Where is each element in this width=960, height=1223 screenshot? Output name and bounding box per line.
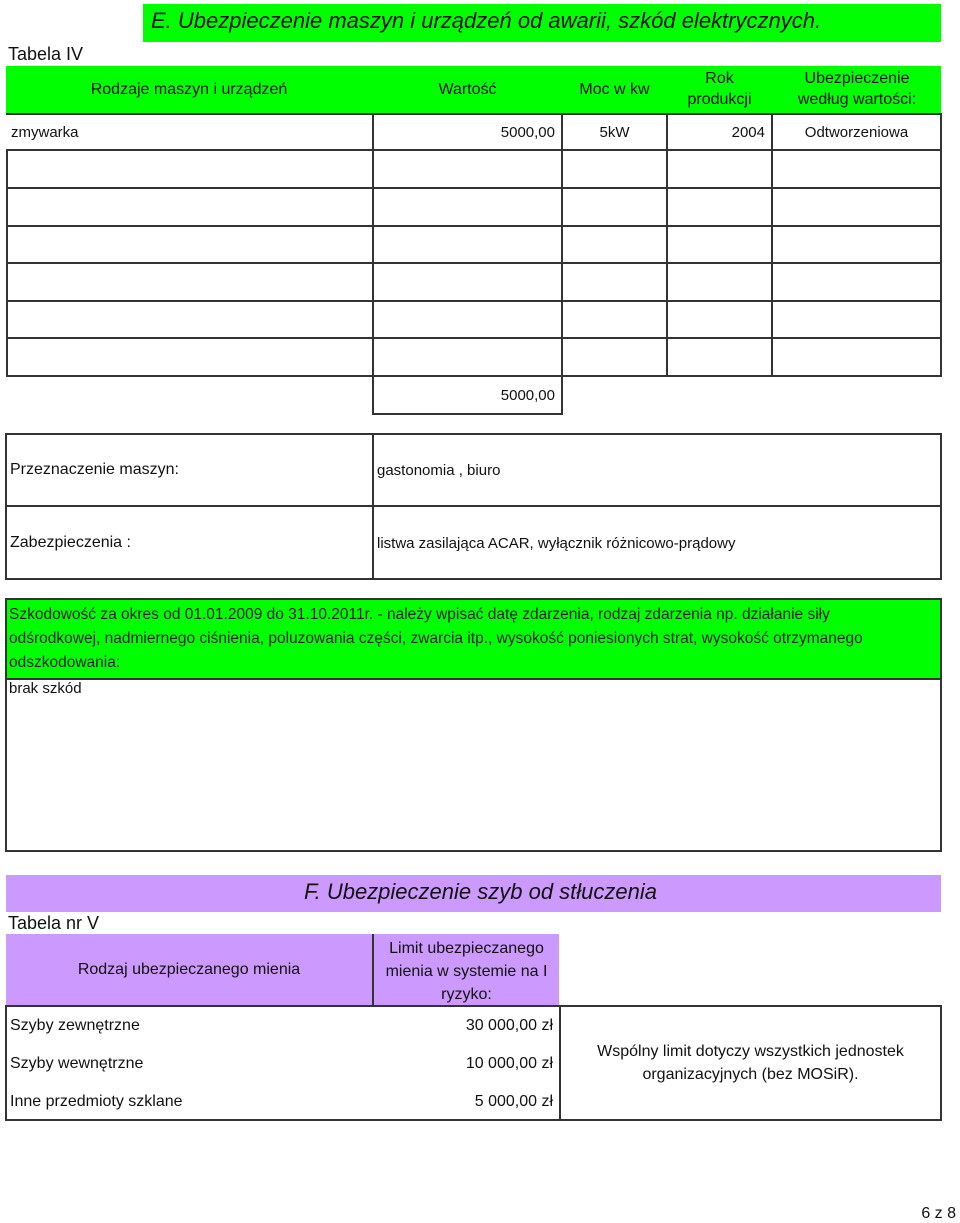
header-year: [668, 68, 771, 110]
header-year-line1: Rok: [705, 70, 734, 87]
section-e-title: E. Ubezpieczenie maszyn i urządzeń od awarii, szkód elektrycznych.: [151, 8, 822, 33]
shared-limit-note-line1: Wspólny limit dotyczy wszystkich jednostek: [597, 1043, 904, 1060]
claims-header-line3: odszkodowania:: [9, 654, 121, 671]
claims-body: [5, 678, 942, 852]
list-item-name: Szyby wewnętrzne: [10, 1055, 144, 1072]
claims-value: brak szkód: [9, 680, 82, 697]
header-limit-line2: mienia w systemie na I: [385, 963, 548, 980]
claims-header-line2: odśrodkowej, nadmiernego ciśnienia, poluzowania części, zwarcia itp., wysokość poniesionych strat, wysokość otrzymanego: [9, 630, 863, 647]
purpose-value: gastonomia , biuro: [377, 461, 501, 479]
tabela-iv-label: Tabela IV: [8, 44, 84, 64]
header-insurance: [773, 68, 941, 110]
purpose-label: Przeznaczenie maszyn:: [10, 461, 179, 478]
header-limit-line1: Limit ubezpieczanego: [389, 940, 544, 957]
security-value: listwa zasilająca ACAR, wyłącznik różnicowo-prądowy: [377, 534, 736, 552]
security-label: Zabezpieczenia :: [10, 534, 131, 551]
row-name: zmywarka: [11, 123, 79, 141]
header-machine-type: Rodzaje maszyn i urządzeń: [90, 81, 288, 98]
list-item-name: Szyby zewnętrzne: [10, 1017, 140, 1034]
header-value: Wartość: [438, 81, 497, 98]
row-year: 2004: [731, 123, 765, 141]
header-limit: [374, 937, 559, 1006]
claims-header-line1: Szkodowość za okres od 01.01.2009 do 31.10.2011r. - należy wpisać datę zdarzenia, rodzaj zdarzenia np. działanie siły: [9, 606, 830, 623]
section-f-title: F. Ubezpieczenie szyb od stłuczenia: [304, 879, 658, 904]
row-value: 5000,00: [500, 123, 555, 141]
header-property-type: Rodzaj ubezpieczanego mienia: [77, 961, 301, 978]
row-power: 5kW: [599, 123, 630, 141]
shared-limit-note: [561, 1040, 940, 1086]
claims-header-text: [9, 603, 939, 675]
list-item-limit: 30 000,00 zł: [465, 1017, 553, 1034]
header-insurance-line1: Ubezpieczenie: [804, 70, 910, 87]
header-power: Moc w kw: [579, 81, 650, 98]
shared-limit-note-line2: organizacyjnych (bez MOSiR).: [642, 1066, 859, 1083]
header-year-line2: produkcji: [687, 91, 752, 108]
list-item-limit: 5 000,00 zł: [474, 1093, 553, 1110]
tabela-v-label: Tabela nr V: [8, 913, 100, 933]
header-limit-line3: ryzyko:: [441, 986, 492, 1003]
header-insurance-line2: według wartości:: [797, 91, 917, 108]
total-value: 5000,00: [500, 386, 555, 404]
list-item-limit: 10 000,00 zł: [465, 1055, 553, 1072]
row-insurance: Odtworzeniowa: [804, 123, 909, 141]
page-number: 6 z 8: [921, 1205, 956, 1222]
list-item-name: Inne przedmioty szklane: [10, 1093, 183, 1110]
